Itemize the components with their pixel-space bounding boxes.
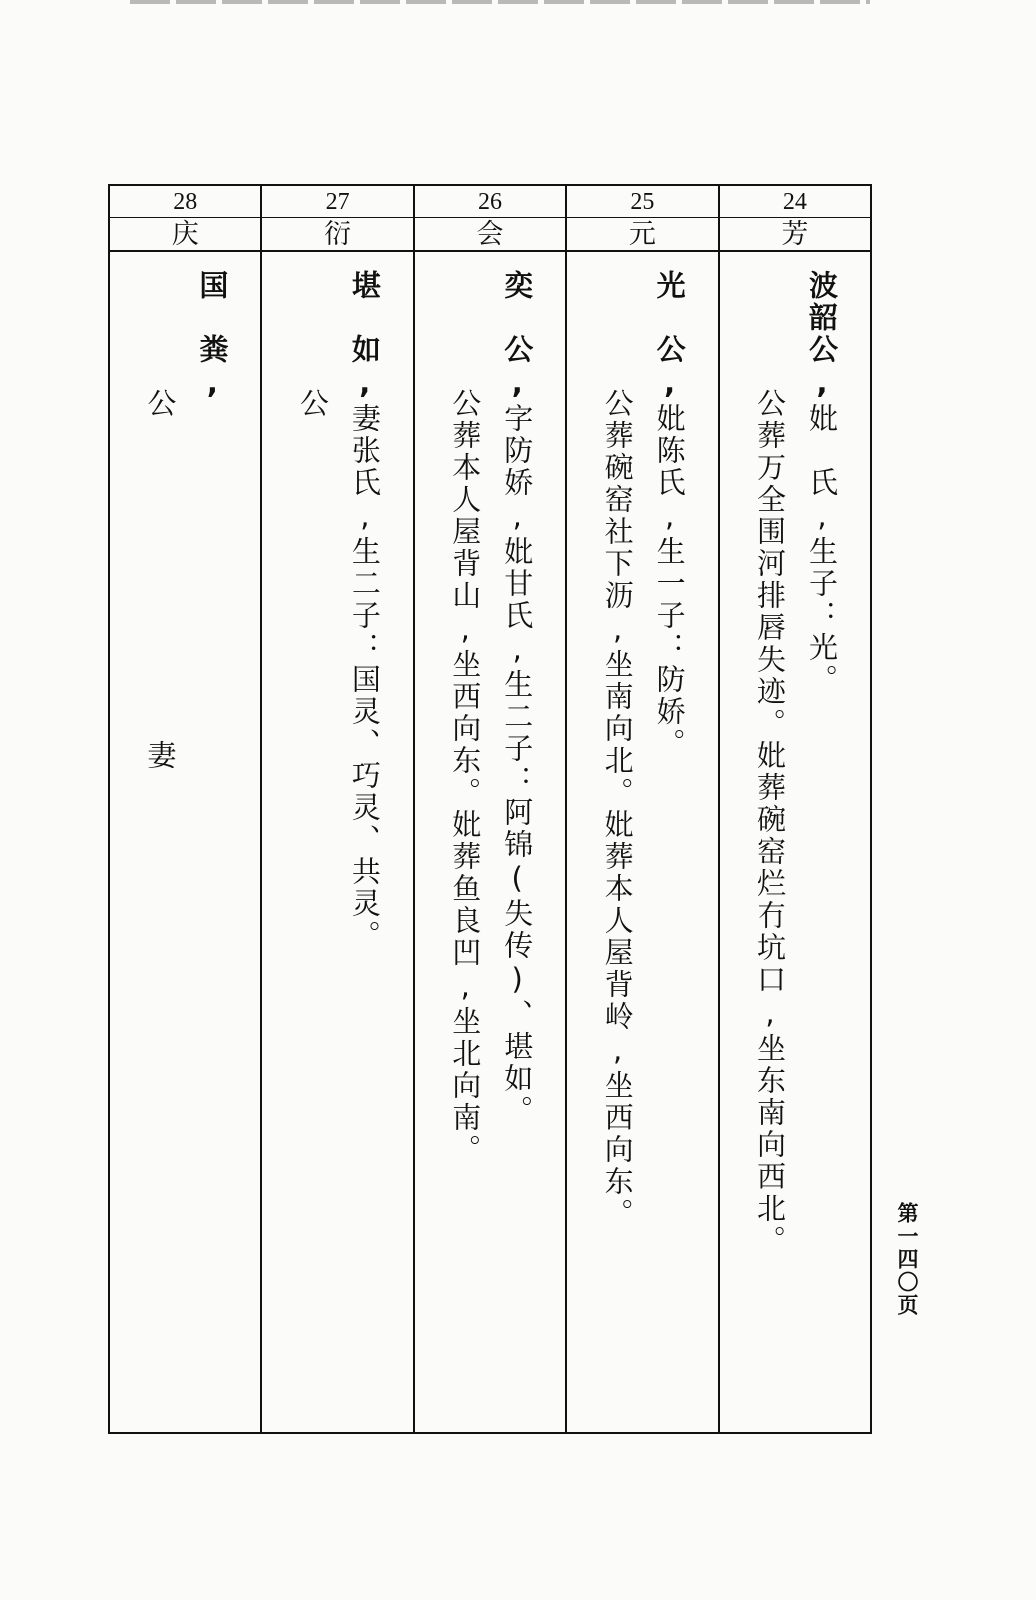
person-name: 奕 公, [500,270,535,403]
column-body [415,252,565,1432]
entry-line-1: 堪 如,妻张氏,生二子：国灵、巧灵、共灵。 [347,270,382,952]
generation-name: 庆 [110,218,260,252]
entry-line-2: 公葬万全围河排唇失迹。妣葬碗窑烂冇坑口,坐东南向西北。 [753,388,788,1257]
person-name: 国 粪, [195,270,230,403]
column-26 [415,186,567,1432]
generation-number: 28 [110,186,260,218]
generation-name: 元 [567,218,717,252]
person-name: 波韶公, [805,270,840,403]
person-name: 光 公, [652,270,687,403]
generation-number: 27 [262,186,412,218]
generation-name: 会 [415,218,565,252]
entry-line-1: 奕 公,字防娇,妣甘氏,生二子：阿锦(失传)、堪如。 [500,270,535,1127]
column-body [110,252,260,1432]
entry-line-2: 公 妻 [143,388,178,772]
column-28 [110,186,262,1432]
entry-line-1 [194,270,230,403]
column-body [262,252,412,1432]
generation-number: 26 [415,186,565,218]
generation-number: 25 [567,186,717,218]
column-body [720,252,870,1432]
generation-number: 24 [720,186,870,218]
entry-line-2: 公葬碗窑社下沥,坐南向北。妣葬本人屋背岭,坐西向东。 [600,388,635,1230]
genealogy-table [108,184,872,1434]
entry-line-2: 公葬本人屋背山,坐西向东。妣葬鱼良凹,坐北向南。 [448,388,483,1166]
column-25 [567,186,719,1432]
person-name: 堪 如, [347,270,382,403]
column-body [567,252,717,1432]
entry-line-2: 公 [295,388,330,420]
page-number: 第一四〇页 [895,1202,920,1317]
column-27 [262,186,414,1432]
entry-line-1: 光 公,妣陈氏,生一子：防娇。 [652,270,687,760]
column-24 [720,186,870,1432]
scan-edge-marks [130,0,870,4]
generation-name: 衍 [262,218,412,252]
entry-line-1: 波韶公,妣 氏,生子：光。 [805,270,840,696]
generation-name: 芳 [720,218,870,252]
